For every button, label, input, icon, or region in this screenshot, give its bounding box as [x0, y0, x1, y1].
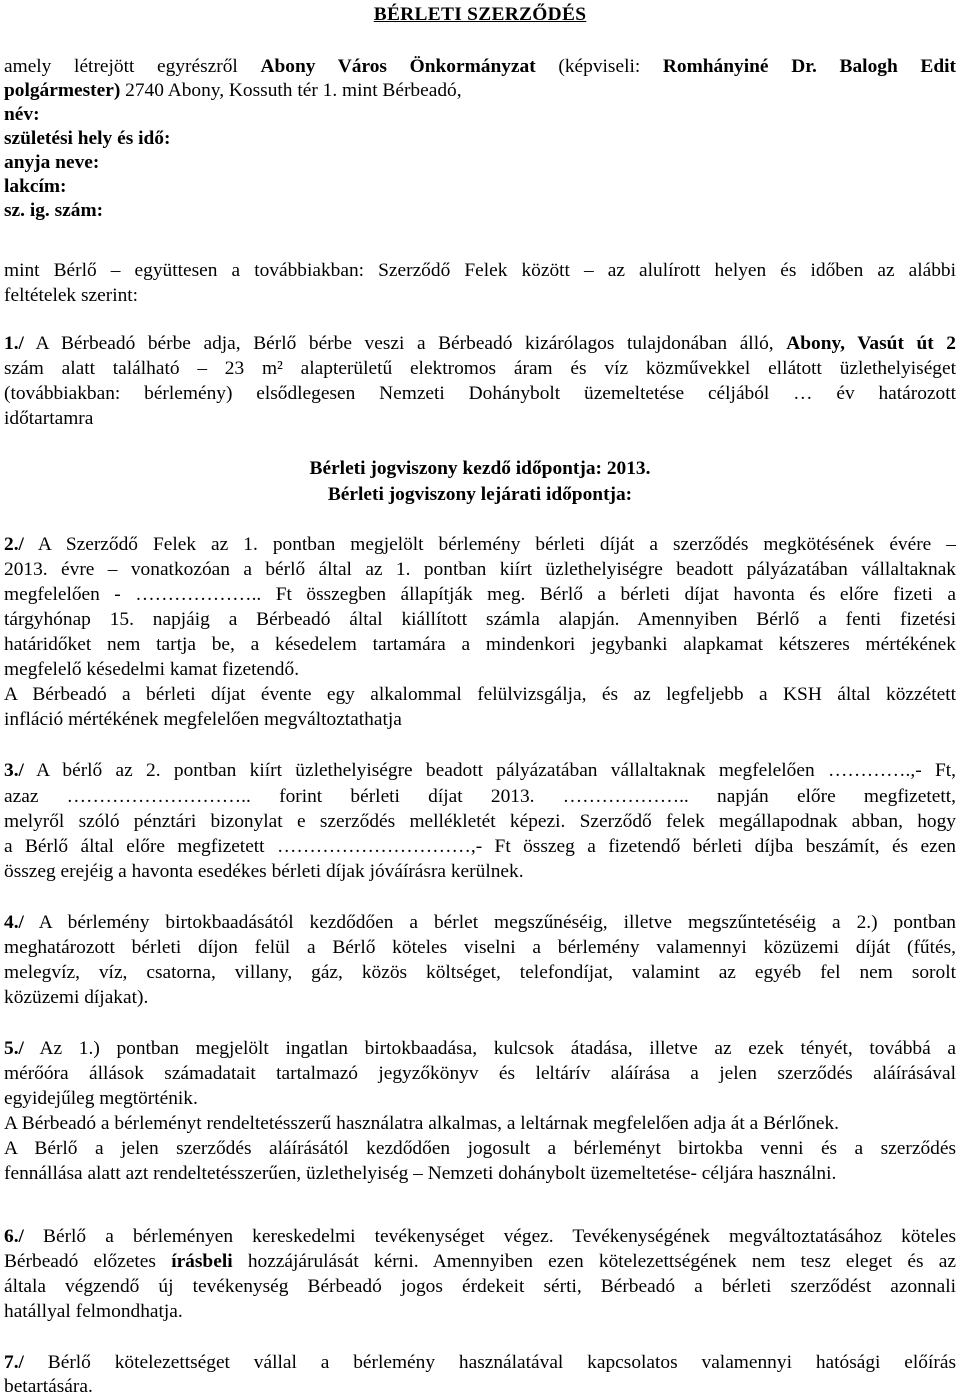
section-4-line-4: közüzemi díjakat).: [4, 987, 149, 1008]
section-2-line-4: tárgyhónap 15. napjáig a Bérbeadó által kiállított számla alapján. Amennyiben Bérlő a fenti fizetési: [4, 609, 956, 630]
section-3-line-4: a Bérlő által előre megfizetett …………………………,- Ft összeg a fizetendő bérleti díjba beszámít, és ezen: [4, 836, 956, 857]
intro-line-2: feltételek szerint:: [4, 285, 139, 306]
parties-line-1: amely létrejött egyrészről Abony Város Önkormányzat (képviseli: Romhányiné Dr. Balogh Edit: [4, 56, 956, 77]
lease-start-date: Bérleti jogviszony kezdő időpontja: 2013.: [309, 458, 651, 479]
section-3-line-1: 3./ A bérlő az 2. pontban kiírt üzlethelyiségre beadott pályázatában vállaltaknak megfelelően ………….,- Ft,: [4, 760, 956, 781]
lease-end-date: Bérleti jogviszony lejárati időpontja:: [327, 484, 633, 505]
section-3-line-5: összeg erejéig a havonta esedékes bérleti díjak jóváírásra kerülnek.: [4, 861, 524, 882]
section-2-line-2: 2013. évre – vonatkozóan a bérlő által az 1. pontban kiírt üzlethelyiségre beadott pályázatában vállaltaknak: [4, 559, 956, 580]
section-6-line-1: 6./ Bérlő a bérleményen kereskedelmi tevékenységet végez. Tevékenységének megváltoztatásához köteles: [4, 1226, 956, 1247]
section-1-line-4: időtartamra: [4, 408, 94, 429]
section-2-line-8: infláció mértékének megfelelően megváltoztathatja: [4, 709, 402, 730]
intro-line-1: mint Bérlő – együttesen a továbbiakban: Szerződő Felek között – az alulírott helyen és időben az alábbi: [4, 260, 956, 281]
section-5-line-5: A Bérlő a jelen szerződés aláírásától kezdődően jogosult a bérleményt birtokba venni és a szerződés: [4, 1138, 956, 1159]
section-5-line-2: mérőóra állások számadatait tartalmazó jegyzőkönyv és leltárív aláírása a jelen szerződés aláírásával: [4, 1063, 956, 1084]
field-birth-label: születési hely és idő:: [4, 128, 171, 149]
page-title: BÉRLETI SZERZŐDÉS: [373, 4, 587, 25]
section-2-line-3: megfelelően - ……………….. Ft összegben állapítják meg. Bérlő a bérleti díjat havonta és előre fizeti a: [4, 584, 956, 605]
section-5-line-3: egyidejűleg megtörténik.: [4, 1088, 198, 1109]
section-6-line-2: Bérbeadó előzetes írásbeli hozzájárulását kérni. Amennyiben ezen kötelezettségének nem tesz eleget és az: [4, 1251, 956, 1272]
section-2-line-6: megfelelő késedelmi kamat fizetendő.: [4, 659, 300, 680]
section-3-line-3: melyről szóló pénztári bizonylat e szerződés mellékletét képezi. Szerződő felek megállapodnak abban, hogy: [4, 811, 956, 832]
section-6-line-3: általa végzendő új tevékenység Bérbeadó jogos érdekeit sérti, Bérbeadó a bérleti szerződést azonnali: [4, 1276, 956, 1297]
parties-line-2: polgármester) 2740 Abony, Kossuth tér 1. mint Bérbeadó,: [4, 80, 462, 101]
section-3-line-2: azaz ……………………….. forint bérleti díjat 2013. ……………….. napján előre megfizetett,: [4, 786, 956, 807]
section-5-line-6: fennállása alatt azt rendeltetésszerűen, üzlethelyiség – Nemzeti dohánybolt üzemeltetése- céljára használni.: [4, 1163, 837, 1184]
field-id-label: sz. ig. szám:: [4, 200, 104, 221]
section-7-line-2: betartására.: [4, 1376, 93, 1397]
section-7-line-1: 7./ Bérlő kötelezettséget vállal a bérlemény használatával kapcsolatos valamennyi hatósági előírás: [4, 1352, 956, 1373]
section-2-line-7: A Bérbeadó a bérleti díjat évente egy alkalommal felülvizsgálja, és az legfeljebb a KSH által közzétett: [4, 684, 956, 705]
section-4-line-2: meghatározott bérleti díjon felül a Bérlő köteles viselni a bérlemény valamennyi közüzemi díját (fűtés,: [4, 937, 956, 958]
section-4-line-3: melegvíz, víz, csatorna, villany, gáz, közös költséget, telefondíjat, valamint az egyéb fel nem sorolt: [4, 962, 956, 983]
section-4-line-1: 4./ A bérlemény birtokbaadásától kezdődően a bérlet megszűnéséig, illetve megszűntetéséig a 2.) pontban: [4, 912, 956, 933]
section-5-line-4: A Bérbeadó a bérleményt rendeltetésszerű használatra alkalmas, a leltárnak megfelelően adja át a Bérlőnek.: [4, 1113, 840, 1134]
section-5-line-1: 5./ Az 1.) pontban megjelölt ingatlan birtokbaadása, kulcsok átadása, illetve az ezek tényét, továbbá a: [4, 1038, 956, 1059]
section-1-line-1: 1./ A Bérbeadó bérbe adja, Bérlő bérbe veszi a Bérbeadó kizárólagos tulajdonában álló, Abony, Vasút út 2: [4, 333, 956, 354]
section-2-line-1: 2./ A Szerződő Felek az 1. pontban megjelölt bérlemény bérleti díját a szerződés megkötésének évére –: [4, 534, 956, 555]
section-1-line-2: szám alatt található – 23 m² alapterületű elektromos áram és víz közművekkel ellátott üzlethelyiséget: [4, 358, 956, 379]
field-mother-label: anyja neve:: [4, 152, 100, 173]
section-2-line-5: határidőket nem tartja be, a késedelem tartamára a mindenkori jegybanki alapkamat kétszeres mértékének: [4, 634, 956, 655]
section-1-line-3: (továbbiakban: bérlemény) elsődlegesen Nemzeti Dohánybolt üzemeltetése céljából … év határozott: [4, 383, 956, 404]
field-name-label: név:: [4, 104, 40, 125]
section-6-line-4: hatállyal felmondhatja.: [4, 1301, 183, 1322]
field-address-label: lakcím:: [4, 176, 67, 197]
